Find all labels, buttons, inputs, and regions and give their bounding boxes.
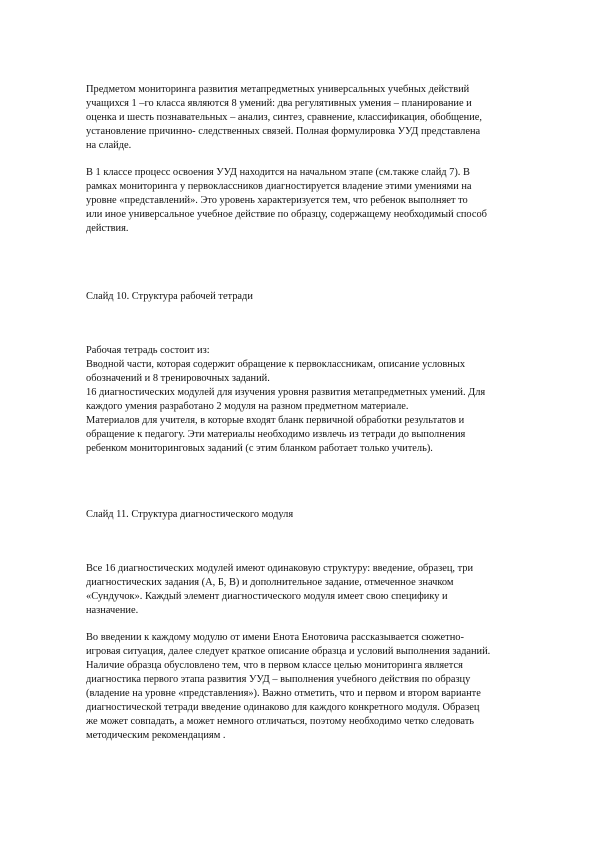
paragraph-5-line: диагностической тетради введение одинаково для каждого конкретного модуля. Образец — [86, 702, 480, 713]
paragraph-1-line: оценка и шесть познавательных – анализ, синтез, сравнение, классификация, обобщение, — [86, 112, 482, 123]
paragraph-4-line: Все 16 диагностических модулей имеют одинаковую структуру: введение, образец, три — [86, 563, 474, 574]
paragraph-3-line: обозначений и 8 тренировочных заданий. — [86, 373, 270, 384]
paragraph-5-line: Во введении к каждому модулю от имени Енота Енотовича рассказывается сюжетно- — [86, 632, 464, 643]
paragraph-3-line: каждого умения разработано 2 модуля на разном предметном материале. — [86, 401, 409, 412]
paragraph-2-line: В 1 классе процесс освоения УУД находится на начальном этапе (см.также слайд 7). В — [86, 167, 470, 178]
paragraph-2-line: уровне «представлений». Это уровень характеризуется тем, что ребенок выполняет то — [86, 195, 468, 206]
paragraph-1-line: учащихся 1 –го класса являются 8 умений: два регулятивных умения – планирование и — [86, 98, 472, 109]
paragraph-3-line: Материалов для учителя, в которые входят бланк первичной обработки результатов и — [86, 415, 465, 426]
paragraph-3-line: 16 диагностических модулей для изучения уровня развития метапредметных умений. Для — [86, 387, 486, 398]
paragraph-1-line: на слайде. — [86, 140, 132, 151]
paragraph-2-line: или иное универсальное учебное действие по образцу, содержащему необходимый способ — [86, 209, 487, 220]
paragraph-5-line: же может совпадать, а может немного отличаться, поэтому необходимо четко следовать — [86, 716, 474, 727]
paragraph-1-line: установление причинно- следственных связей. Полная формулировка УУД представлена — [86, 126, 481, 137]
paragraph-5-line: (владение на уровне «представления»). Важно отметить, что и первом и втором варианте — [86, 688, 481, 699]
heading-slide-11: Слайд 11. Структура диагностического модуля — [86, 509, 294, 520]
paragraph-4-line: назначение. — [86, 605, 139, 616]
paragraph-3-line: Рабочая тетрадь состоит из: — [86, 345, 210, 356]
heading-slide-10: Слайд 10. Структура рабочей тетради — [86, 291, 253, 302]
paragraph-3-line: обращение к педагогу. Эти материалы необходимо извлечь из тетради до выполнения — [86, 429, 466, 440]
paragraph-5-line: методическим рекомендациям . — [86, 730, 226, 741]
paragraph-3-line: Вводной части, которая содержит обращение к первоклассникам, описание условных — [86, 359, 466, 370]
paragraph-5-line: диагностика первого этапа развития УУД – выполнения учебного действия по образцу — [86, 674, 471, 685]
paragraph-2-line: рамках мониторинга у первоклассников диагностируется владение этими умениями на — [86, 181, 472, 192]
paragraph-4-line: диагностических задания (А, Б, В) и дополнительное задание, отмеченное значком — [86, 577, 454, 588]
paragraph-5-line: игровая ситуация, далее следует краткое описание образца и условий выполнения заданий. — [86, 646, 491, 657]
paragraph-2-line: действия. — [86, 223, 129, 234]
paragraph-1-line: Предметом мониторинга развития метапредметных универсальных учебных действий — [86, 84, 470, 95]
paragraph-5-line: Наличие образца обусловлено тем, что в первом классе целью мониторинга является — [86, 660, 463, 671]
paragraph-4-line: «Сундучок». Каждый элемент диагностического модуля имеет свою специфику и — [86, 591, 448, 602]
paragraph-3-line: ребенком мониторинговых заданий (с этим бланком работает только учитель). — [86, 443, 433, 454]
